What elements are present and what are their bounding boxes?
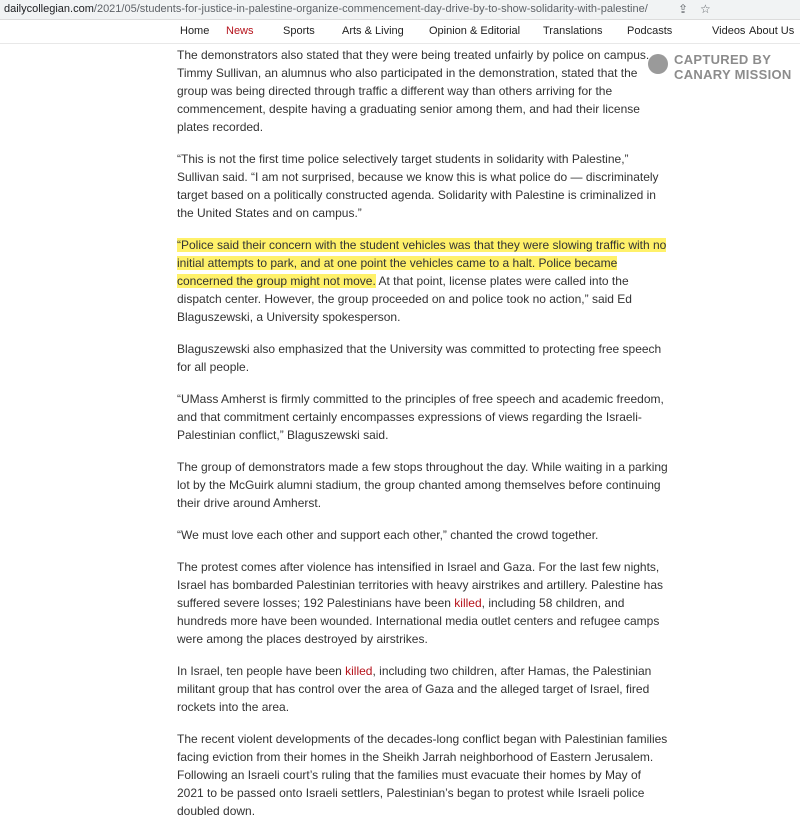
article-paragraph-1: The demonstrators also stated that they were being treated unfairly by police on campus. Timmy Sullivan, an alumnus who also participated in the demonstration, stated that the group was being directed through traffic a different way than others arriving for the commencement, despite having a graduating senior among them, and had their license plates recorded. [177, 48, 650, 134]
article-paragraph-4: Blaguszewski also emphasized that the University was committed to protecting free speech for all people. [177, 342, 662, 374]
article-body [177, 46, 669, 834]
watermark-line-1: CAPTURED BY [674, 52, 772, 67]
nav-item-news[interactable]: News [226, 25, 254, 37]
nav-item-opinion-editorial[interactable]: Opinion & Editorial [429, 25, 521, 37]
star-icon[interactable]: ☆ [700, 2, 711, 16]
watermark-line-2: CANARY MISSION [674, 67, 792, 82]
canary-mission-watermark [648, 52, 800, 92]
article-paragraph-8 [177, 558, 669, 648]
url-host: dailycollegian.com [4, 3, 94, 15]
paragraph-8-a: The protest comes after violence has intensified in Israel and Gaza. For the last few nights, Israel has bombarded Palestinian territories with heavy airstrikes and artillery. Palestine has suffered severe losses; 192 Palestinians have been [177, 560, 664, 610]
article-paragraph-9 [177, 662, 669, 716]
paragraph-8-b: , including 58 children, and hundreds more have been wounded. International media outlet centers and refugee camps were among the places destroyed by airstrikes. [177, 596, 660, 646]
paragraph-3-rest: At that point, license plates were called into the dispatch center. However, the group proceeded on and police took no action,” said Ed Blaguszewski, a University spokesperson. [177, 274, 632, 324]
site-nav [0, 20, 800, 44]
address-bar[interactable] [0, 0, 800, 20]
nav-item-translations[interactable]: Translations [543, 25, 603, 37]
nav-item-home[interactable]: Home [180, 25, 210, 37]
share-icon[interactable]: ⇪ [678, 2, 689, 16]
article-paragraph-3 [177, 236, 669, 326]
article-paragraph-10: The recent violent developments of the decades-long conflict began with Palestinian families facing eviction from their homes in the Sheikh Jarrah neighborhood of Eastern Jerusalem. Following an Israeli court’s ruling that the families must evacuate their homes by May of 2021 to be passed onto Israeli settlers, Palestinian’s began to protest while Israeli police doubled down. [177, 732, 668, 818]
article-paragraph-2: “This is not the first time police selectively target students in solidarity with Palestine,” Sullivan said. “I am not surprised, because we know this is what police do — discriminately target based on a politically constructed agenda. Solidarity with Palestine is criminalized in the United States and on campus.” [177, 152, 659, 220]
nav-item-videos[interactable]: Videos [712, 25, 746, 37]
article-paragraph-7: “We must love each other and support each other,” chanted the crowd together. [177, 528, 599, 542]
article-paragraph-5: “UMass Amherst is firmly committed to the principles of free speech and academic freedom, and that commitment certainly encompasses expressions of views regarding the Israeli-Palestinian conflict,” Blaguszewski said. [177, 392, 664, 442]
nav-item-about-us[interactable]: About Us [749, 25, 795, 37]
nav-item-arts-living[interactable]: Arts & Living [342, 25, 404, 37]
killed-link-1[interactable]: killed [454, 596, 482, 610]
paragraph-9-b: , including two children, after Hamas, the Palestinian militant group that has control over the area of Gaza and the alleged target of Israel, fired rockets into the area. [177, 664, 652, 714]
highlighted-quote: “Police said their concern with the student vehicles was that they were slowing traffic with no initial attempts to park, and at one point the vehicles came to a halt. Police became concerned the group might not move. [177, 238, 667, 288]
article-paragraph-6: The group of demonstrators made a few stops throughout the day. While waiting in a parking lot by the McGuirk alumni stadium, the group chanted among themselves before continuing their drive around Amherst. [177, 460, 668, 510]
url-path: /2021/05/students-for-justice-in-palestine-organize-commencement-day-drive-by-to-show-solidarity-with-palestine/ [93, 3, 648, 15]
killed-link-2[interactable]: killed [345, 664, 373, 678]
nav-item-podcasts[interactable]: Podcasts [627, 25, 673, 37]
nav-item-sports[interactable]: Sports [283, 25, 315, 37]
paragraph-9-a: In Israel, ten people have been [177, 664, 346, 678]
url-text[interactable] [4, 3, 648, 15]
